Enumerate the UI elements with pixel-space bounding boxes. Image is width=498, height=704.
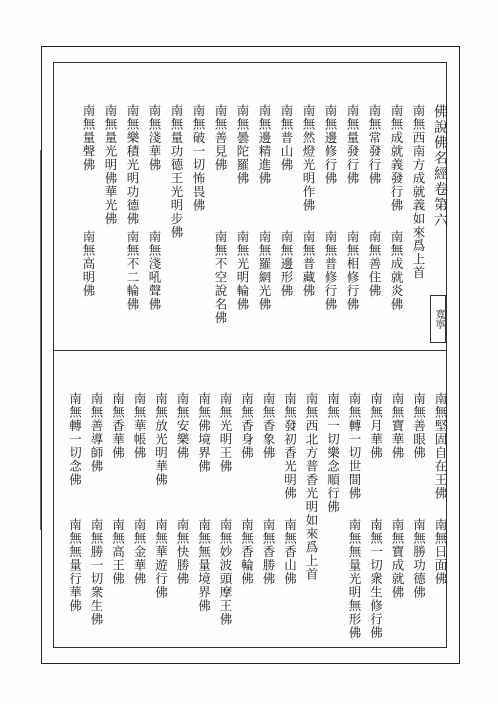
- bottom-column-17-upper: 南無善導師佛: [89, 392, 104, 473]
- bottom-column-1-upper: 南無堅固自在王佛: [433, 392, 448, 500]
- top-column-9-lower: 南無光明輪佛: [235, 230, 250, 311]
- top-column-13-lower: 南無淺吼聲佛: [147, 230, 162, 311]
- top-column-10-lower: 南無不空說名佛: [213, 230, 228, 325]
- bottom-column-11-upper: 南無光明王佛: [218, 392, 233, 473]
- bottom-column-4-lower: 南無一切衆生修行佛: [368, 518, 384, 640]
- top-column-9-upper: 南無曇陀羅佛: [235, 104, 250, 185]
- top-column-11-upper: 南無破一切怖畏佛: [191, 104, 206, 212]
- top-column-3-upper: 南無常發行佛: [367, 104, 382, 185]
- bottom-column-18-upper: 南無轉一切念佛: [67, 392, 83, 487]
- top-column-7-lower: 南無邊形佛: [279, 230, 294, 298]
- bottom-column-10-upper: 南無香身佛: [239, 392, 255, 460]
- bottom-column-4-upper: 南無月華佛: [368, 392, 384, 460]
- top-column-7-upper: 南無普山佛: [279, 104, 294, 172]
- top-column-5-upper: 南無邊修行佛: [323, 104, 338, 185]
- bottom-column-17-lower: 南無勝一切衆生佛: [89, 518, 104, 626]
- bottom-column-10-lower: 南無香輪佛: [239, 518, 255, 586]
- bottom-column-8-lower: 南無香山佛: [282, 518, 298, 586]
- top-column-8-upper: 南無邊精進佛: [257, 104, 272, 185]
- margin-line: [40, 150, 41, 530]
- bottom-column-2-upper: 南無善眼佛: [411, 392, 427, 460]
- section-divider: [53, 350, 447, 351]
- top-column-6-lower: 南無普藏佛: [301, 230, 316, 298]
- page-title: 佛說佛名經卷第六: [432, 104, 448, 228]
- bottom-column-13-lower: 南無快勝佛: [175, 518, 190, 586]
- top-column-4-lower: 南無相修行佛: [345, 230, 360, 311]
- top-column-15-upper: 南無量光明佛華光佛: [103, 104, 118, 226]
- top-column-14-lower: 南無不二輪佛: [125, 230, 140, 311]
- top-column-14-upper: 南無樂積光明功德佛: [125, 104, 140, 226]
- top-column-5-lower: 南無普修行佛: [323, 230, 338, 311]
- bottom-column-11-lower: 南無妙波頭摩王佛: [218, 518, 233, 626]
- bottom-column-9-upper: 南無香象佛: [261, 392, 276, 460]
- bottom-column-8-upper: 南無發初香光明佛: [282, 392, 298, 500]
- top-column-12-upper: 南無量功德王光明步佛: [169, 104, 184, 239]
- bottom-column-5-lower: 南無無量光明無形佛: [347, 518, 362, 640]
- bottom-column-9-lower: 南無香勝佛: [261, 518, 276, 586]
- bottom-column-15-upper: 南無華帳佛: [132, 392, 147, 460]
- bottom-column-14-lower: 南無華遊行佛: [153, 518, 169, 599]
- top-column-1-upper: 南無西南方成就義如來爲上首: [411, 104, 426, 280]
- top-column-6-upper: 南無然燈光明作佛: [301, 104, 316, 212]
- top-column-2-lower: 南無成就炎佛: [389, 230, 404, 311]
- bottom-column-16-upper: 南無香華佛: [110, 392, 126, 460]
- bottom-column-13-upper: 南無安樂佛: [175, 392, 190, 460]
- bottom-column-15-lower: 南無金華佛: [132, 518, 147, 586]
- top-column-2-upper: 南無成就義發行佛: [389, 104, 404, 212]
- top-column-4-upper: 南無量發行佛: [345, 104, 360, 185]
- bottom-column-2-lower: 南無勝功德佛: [411, 518, 427, 599]
- bottom-column-5-upper: 南無轉一切世間佛: [347, 392, 362, 500]
- title-stamp: 寬寧: [430, 295, 446, 343]
- bottom-column-14-upper: 南無放光明華佛: [153, 392, 169, 487]
- bottom-column-16-lower: 南無高王佛: [110, 518, 126, 586]
- bottom-column-7-upper: 南無西北方普香光明如來爲上首: [304, 392, 319, 581]
- bottom-column-12-lower: 南無無量境界佛: [196, 518, 212, 613]
- top-column-10-upper: 南無善見佛: [213, 104, 228, 172]
- top-column-8-lower: 南無羅網光佛: [257, 230, 272, 311]
- bottom-column-1-lower: 南無日面佛: [433, 518, 448, 586]
- bottom-column-18-lower: 南無無量行華佛: [67, 518, 83, 613]
- bottom-column-12-upper: 南無佛境界佛: [196, 392, 212, 473]
- top-column-16-upper: 南無量聲佛: [81, 104, 96, 172]
- top-column-3-lower: 南無善住佛: [367, 230, 382, 298]
- top-column-16-lower: 南無高明佛: [81, 230, 96, 298]
- bottom-column-6-upper: 南無一切樂念順行佛: [325, 392, 341, 514]
- bottom-column-3-upper: 南無寶華佛: [390, 392, 405, 460]
- top-column-13-upper: 南無淺華佛: [147, 104, 162, 172]
- bottom-column-3-lower: 南無寶成就佛: [390, 518, 405, 599]
